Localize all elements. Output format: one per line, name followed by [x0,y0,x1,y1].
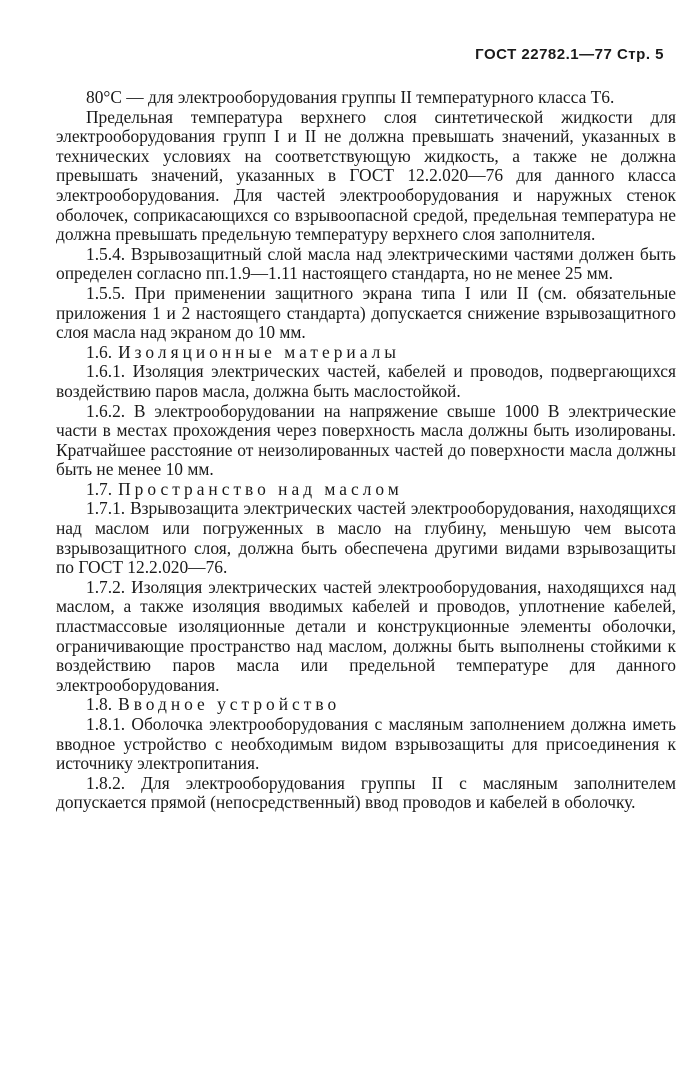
section-heading-1-7 [56,480,676,500]
paragraph-1-6-2: 1.6.2. В электрооборудовании на напряжение свыше 1000 В электрические части в местах прохождения через поверхность масла должны быть изолированы. Кратчайшее расстояние от неизолированных частей до поверхности масла должны быть не менее 10 мм. [56,400,676,480]
section-title: Изоляционные материалы [118,341,400,362]
paragraph-1-6-1: 1.6.1. Изоляция электрических частей, кабелей и проводов, подвергающихся воздействию паров масла, должна быть маслостойкой. [56,361,676,401]
paragraph-1-7-2: 1.7.2. Изоляция электрических частей электрооборудования, находящихся над маслом, а также изоляция вводимых кабелей и проводов, уплотнение кабелей, пластмассовые изоляционные детали и конструкционные элементы оболочки, ограничивающие пространство над маслом, должны быть выполнены стойкими к воздействию паров масла или предельной температуре для данного электрооборудования. [56,576,676,695]
section-heading-1-8 [56,695,676,715]
section-number: 1.7. [86,478,113,499]
paragraph-1-5-4: 1.5.4. Взрывозащитный слой масла над электрическими частями должен быть определен согласно пп.1.9—1.11 настоящего стандарта, но не менее 25 мм. [56,243,676,284]
paragraph-temperature-class: 80°С — для электрооборудования группы II температурного класса Т6. [86,87,615,107]
page-header: ГОСТ 22782.1—77 Стр. 5 [475,46,664,63]
paragraph-1-8-1: 1.8.1. Оболочка электрооборудования с масляным заполнением должна иметь вводное устройство с необходимым видом взрывозащиты для присоединения к источнику электропитания. [56,714,676,774]
paragraph-1-7-1: 1.7.1. Взрывозащита электрических частей электрооборудования, находящихся над маслом или погруженных в масло на глубину, меньшую чем высота взрывозащитного слоя, должна быть обеспечена другими видами взрывозащиты по ГОСТ 12.2.020—76. [56,498,676,578]
section-heading-1-6 [56,343,676,363]
paragraph-1-8-2: 1.8.2. Для электрооборудования группы II с масляным заполнителем допускается прямой (непосредственный) ввод проводов и кабелей в оболочку. [56,772,676,813]
section-number: 1.8. [86,694,113,715]
section-title: Вводное устройство [118,694,341,715]
section-number: 1.6. [86,341,113,362]
section-title: Пространство над маслом [118,478,403,499]
document-body [56,88,676,813]
paragraph-synthetic-liquid: Предельная температура верхнего слоя синтетической жидкости для электрооборудования групп I и II не должна превышать значений, указанных в технических условиях на соответствующую жидкость, а также не должна превышать значений, указанных в ГОСТ 12.2.020—76 для данного класса электрооборудования. Для частей электрооборудования и наружных стенок оболочек, соприкасающихся со взрывоопасной средой, предельная температура не должна превышать предельную температуру верхнего слоя заполнителя. [56,106,676,245]
paragraph-1-5-5: 1.5.5. При применении защитного экрана типа I или II (см. обязательные приложения 1 и 2 настоящего стандарта) допускается снижение взрывозащитного слоя масла над экраном до 10 мм. [56,282,676,343]
